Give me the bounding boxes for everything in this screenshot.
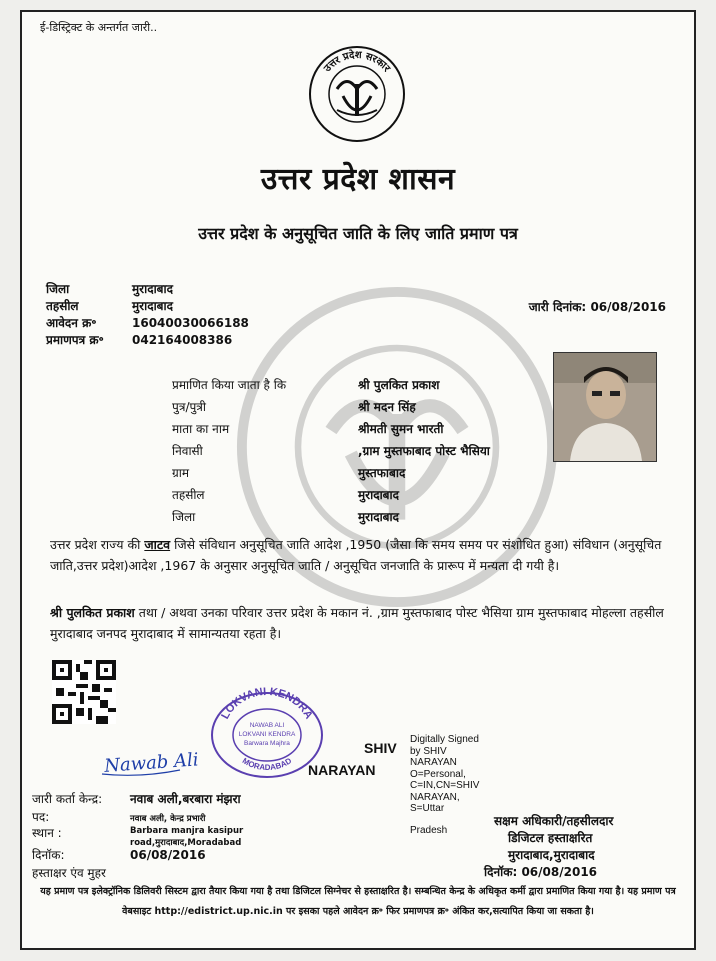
p1-rest: जिसे संविधान अनुसूचित जाति आदेश ,1950 (जैसा कि समय समय पर संशोधित हुआ) संविधान (अनुसूचित जाति,उत्तर प्रदेश)आदेश ,1967 के अनुसार अनुसूचित जाति / अनुसूचित जनजाति के प्रारूप में मन्यता दी गयी है। [50, 537, 662, 573]
digi-line-4: O=Personal, [410, 768, 466, 780]
detail-value-village: मुस्तफाबाद [358, 466, 406, 480]
detail-label-parent: पुत्र/पुत्री [172, 400, 207, 414]
stamp-line-1: NAWAB ALI [249, 722, 285, 729]
issued-under-note: ई-डिस्ट्रिक्ट के अन्तर्गत जारी.. [40, 21, 158, 34]
detail-label-mother: माता का नाम [172, 422, 230, 436]
emblem-ring-text: उत्तर प्रदेश सरकार [322, 49, 392, 75]
issuer-date-label: दिनॉक: [32, 848, 65, 862]
issue-date-value: 06/08/2016 [590, 300, 666, 314]
digital-sign-details [410, 734, 479, 836]
certificate-page [20, 10, 696, 950]
certificate-no-label: प्रमाणपत्र क्र॰ [46, 333, 104, 347]
digi-line-6: NARAYAN, [410, 791, 460, 803]
issuer-place-label: स्थान : [32, 826, 62, 840]
district-label: जिला [46, 282, 70, 296]
document-title: उत्तर प्रदेश शासन [260, 162, 456, 197]
document-subtitle: उत्तर प्रदेश के अनुसूचित जाति के लिए जाति प्रमाण पत्र [198, 224, 518, 243]
detail-value-mother: श्रीमती सुमन भारती [358, 422, 444, 436]
issuer-place-value-2: road,मुरादाबाद,Moradabad [130, 838, 242, 848]
digital-sign-name-2: NARAYAN [308, 762, 376, 778]
digi-line-2: by SHIV [410, 745, 447, 757]
issuer-center-value: नवाब अली,बरबारा मंझरा [130, 792, 241, 806]
authority-date-label: दिनॉक: [484, 865, 518, 879]
issuer-place [32, 824, 243, 848]
issuer-date-value: 06/08/2016 [130, 848, 206, 862]
issue-date-label: जारी दिनांक: [528, 300, 587, 314]
issuer-center [32, 790, 241, 807]
digi-line-7: S=Uttar [410, 803, 445, 814]
issuer-sign-label: हस्ताक्षर एंव मुहर [32, 866, 106, 880]
digi-line-5: C=IN,CN=SHIV [410, 780, 480, 791]
svg-text:MORADABAD [241, 756, 294, 772]
issuer-place-value-1: Barbara manjra kasipur [130, 826, 244, 836]
authority-date [484, 863, 597, 880]
meta-tehsil [46, 297, 173, 314]
digi-line-3: NARAYAN [410, 757, 457, 768]
meta-certificate-no [46, 331, 232, 348]
digital-sign-name-1: SHIV [364, 740, 397, 756]
applicant-photo [553, 352, 657, 462]
authority-line-2: डिजिटल हस्ताक्षरित [508, 831, 593, 845]
issuer-post [32, 808, 205, 825]
svg-text:LOKVANI KENDRA [219, 686, 315, 721]
caste-name: जाटव [144, 537, 171, 552]
detail-value-father: श्री मदन सिंह [358, 400, 416, 414]
issuer-post-value: नवाब अली, केन्द्र प्रभारी [130, 814, 206, 824]
issue-date [529, 298, 666, 315]
up-emblem-icon [307, 44, 407, 144]
p2-rest: तथा / अथवा उनका परिवार उत्तर प्रदेश के मकान नं. ,ग्राम मुस्तफाबाद पोस्ट भैसिया ग्राम मुस्तफाबाद मोहल्ला तहसील मुरादाबाद जनपद मुरादाबाद में सामान्यतया रहता है। [50, 605, 664, 641]
qr-code-icon [52, 660, 116, 724]
digi-line-1: Digitally Signed [410, 734, 479, 745]
authority-line-3: मुरादाबाद,मुरादाबाद [508, 848, 595, 862]
application-no-value: 16040030066188 [132, 316, 249, 330]
certificate-paragraph-1 [50, 534, 680, 576]
digi-line-8: Pradesh [410, 824, 448, 836]
issuer-place-value [130, 824, 243, 848]
meta-district [46, 280, 173, 297]
tehsil-label: तहसील [46, 299, 79, 313]
issuer-post-label: पद: [32, 810, 50, 824]
detail-value-district: मुरादाबाद [358, 510, 400, 524]
detail-value-tehsil: मुरादाबाद [358, 488, 400, 502]
detail-label-resident: निवासी [172, 444, 203, 458]
detail-label-certified: प्रमाणित किया जाता है कि [172, 378, 287, 392]
tehsil-value: मुरादाबाद [132, 299, 174, 313]
signature-scrawl: Nawab Ali [103, 749, 200, 777]
stamp-line-3: Barwara Majhra [244, 740, 290, 747]
detail-label-district: जिला [172, 510, 196, 524]
detail-label-tehsil: तहसील [172, 488, 205, 502]
certificate-paragraph-2 [50, 602, 680, 644]
stamp-line-2: LOKVANI KENDRA [238, 731, 296, 738]
district-value: मुरादाबाद [132, 282, 174, 296]
issuer-date [32, 846, 206, 863]
issuer-center-label: जारी कर्ता केन्द्र: [32, 792, 103, 806]
authority-line-1: सक्षम अधिकारी/तहसीलदार [494, 814, 614, 828]
meta-application-no [46, 314, 249, 331]
detail-value-name: श्री पुलकित प्रकाश [358, 378, 440, 392]
footer-note: यह प्रमाण पत्र इलेक्ट्रॉनिक डिलिवरी सिस्टम द्वारा तैयार किया गया है तथा डिजिटल सिग्नेचर से हस्ताक्षरित है। सम्बन्धित केन्द्र के अधिकृत कर्मी द्वारा प्रमाणित किया गया है। यह प्रमाण पत्र वेबसाइट http://edistrict.up.nic.in पर इसका पहले आवेदन क्र॰ फिर प्रमाणपत्र क्र॰ अंकित कर,सत्यापित किया जा सकता है। [40, 886, 676, 917]
person-photo-icon [554, 353, 656, 461]
certificate-no-value: 042164008386 [132, 333, 233, 347]
stamp-ring-text: LOKVANI KENDRA [219, 685, 315, 722]
issuer-signature-icon [100, 740, 220, 780]
p1-prefix: उत्तर प्रदेश राज्य की [50, 537, 145, 552]
detail-value-resident: ,ग्राम मुस्तफाबाद पोस्ट भैसिया [358, 444, 490, 458]
svg-text:उत्तर प्रदेश सरकार [321, 48, 392, 75]
p2-name: श्री पुलकित प्रकाश [50, 605, 135, 620]
authority-date-value: 06/08/2016 [521, 865, 598, 879]
stamp-bottom-text: MORADABAD [240, 756, 294, 773]
application-no-label: आवेदन क्र॰ [46, 316, 97, 330]
detail-label-village: ग्राम [172, 466, 190, 480]
